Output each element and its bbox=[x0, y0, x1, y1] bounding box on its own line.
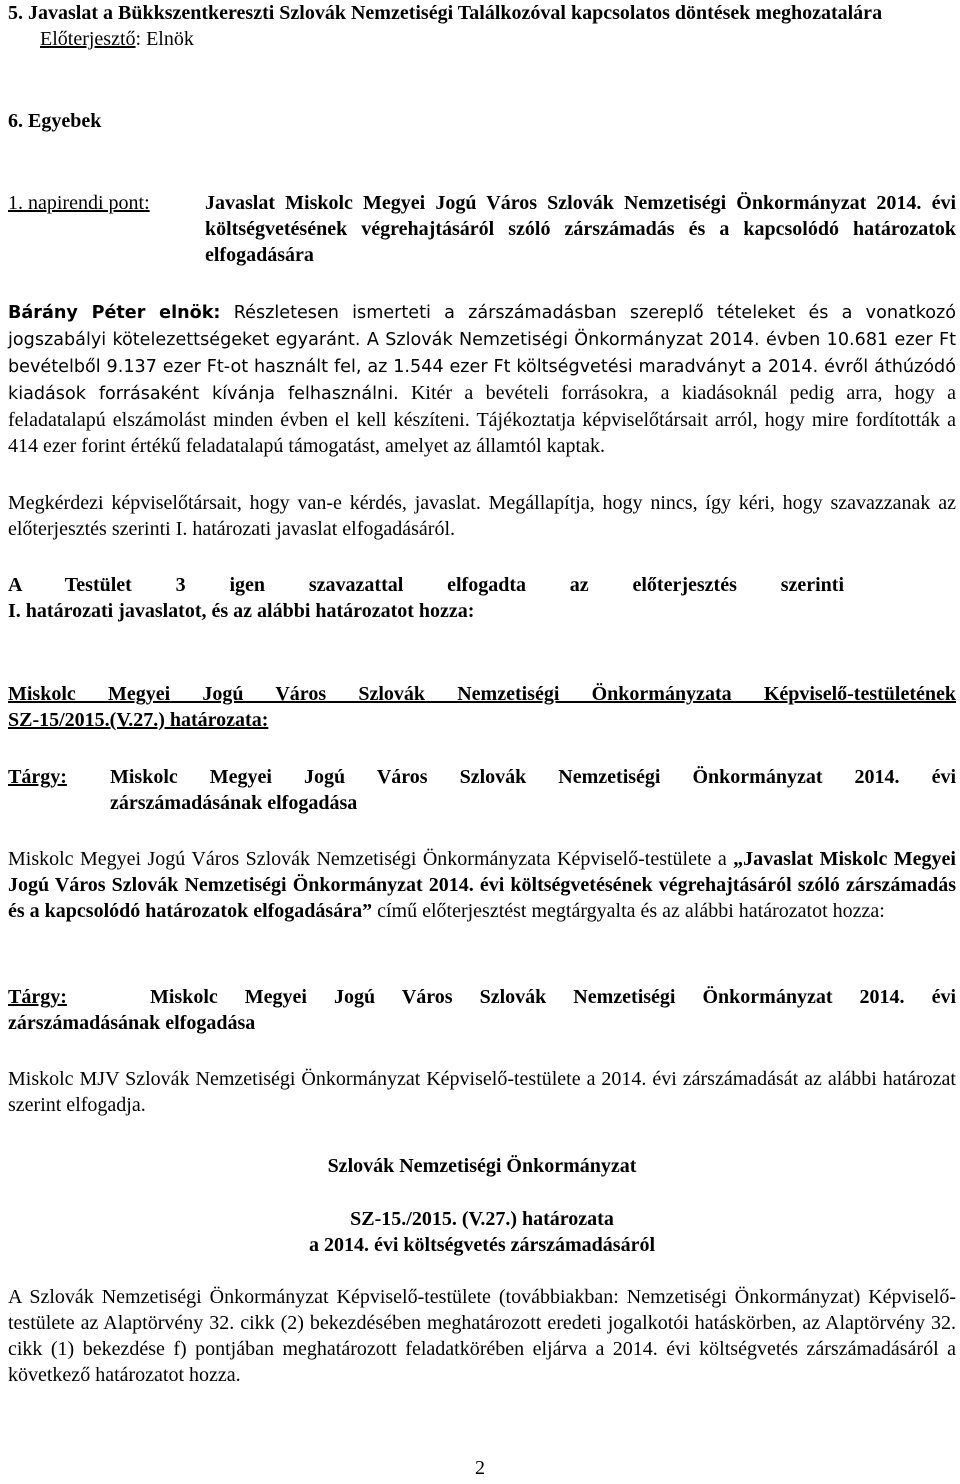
subject-text-2: Miskolc Megyei Jogú Város Szlovák Nemzetiségi Önkormányzat 2014. évi bbox=[150, 986, 956, 1008]
speaker-name: Bárány Péter elnök: bbox=[8, 303, 221, 323]
annex-subject: a 2014. évi költségvetés zárszámadásáról bbox=[308, 1234, 656, 1256]
agenda-item-5 bbox=[8, 0, 956, 52]
resolution-decision: Miskolc MJV Szlovák Nemzetiségi Önkormányzat Képviselő-testülete a 2014. évi zárszámadását az alábbi határozat szerint elfogadja. bbox=[8, 1068, 956, 1116]
presenter-label: Előterjesztő bbox=[40, 28, 136, 50]
annex-body: A Szlovák Nemzetiségi Önkormányzat Képviselő-testülete (továbbiakban: Nemzetiségi Önkormányzat) Képviselő-testülete az Alaptörvény 32. cikk (2) bekezdésében meghatározott eredeti jogalkotói hatáskörben, az Alaptörvény 32. cikk (1) bekezdése f) pontjában meghatározott feladatkörében eljárva a 2014. évi költségvetés zárszámadásáról a következő határozatot hozza. bbox=[8, 1286, 956, 1386]
resolution-heading bbox=[8, 681, 956, 733]
page-number: 2 bbox=[475, 1457, 485, 1479]
resolution-body-end: című előterjesztést megtárgyalta és az alábbi határozatot hozza: bbox=[372, 900, 885, 922]
discussion-paragraph-2: Megkérdezi képviselőtársait, hogy van-e kérdés, javaslat. Megállapítja, hogy nincs, így kéri, hogy szavazzanak az előterjesztés szerinti I. határozati javaslat elfogadásáról. bbox=[8, 492, 956, 540]
resolution-heading-line-1: Miskolc Megyei Jogú Város Szlovák Nemzetiségi Önkormányzata Képviselő-testületének bbox=[8, 683, 956, 705]
vote-line-1: A Testület 3 igen szavazattal elfogadta az előterjesztés szerinti bbox=[8, 574, 844, 596]
presenter-value: : Elnök bbox=[135, 28, 194, 50]
resolution-body bbox=[8, 846, 956, 924]
annex-org: Szlovák Nemzetiségi Önkormányzat bbox=[327, 1155, 637, 1177]
subject-label-1: Tárgy: bbox=[8, 766, 67, 788]
vote-line-2: I. határozati javaslatot, és az alábbi határozatot hozza: bbox=[8, 600, 475, 622]
resolution-body-intro: Miskolc Megyei Jogú Város Szlovák Nemzetiségi Önkormányzata Képviselő-testülete a bbox=[8, 848, 734, 870]
subject-text-1-cont: zárszámadásának elfogadása bbox=[110, 792, 358, 814]
agenda-point-label: 1. napirendi pont: bbox=[8, 192, 150, 214]
discussion-paragraph-1 bbox=[8, 299, 956, 459]
annex-number: SZ-15./2015. (V.27.) határozata bbox=[350, 1208, 614, 1230]
discussion-text-serif: Kitér a bevételi forrásokra, a kiadásoknál pedig arra, hogy a feladatalapú elszámolást minden évben el kell készíteni. Tájékoztatja képviselőtársait arról, hogy mire fordították a 414 ezer forint értékű feladatalapú támogatást, amelyet az államtól kaptak. bbox=[8, 382, 956, 457]
subject-block-1 bbox=[8, 764, 956, 816]
discussion-text-sans: Részletesen ismerteti a zárszámadásban szereplő tételeket és a vonatkozó jogszabályi kötelezettségeket egyaránt. A Szlovák Nemzetiségi Önkormányzat 2014. évben 10.681 ezer Ft bevételből 9.137 ezer Ft-ot használt fel, az 1.544 ezer Ft költségvetési maradványt a 2014. évről áthúzódó kiadások forrásaként kívánja felhasználni. bbox=[8, 303, 956, 404]
vote-result bbox=[8, 572, 956, 624]
agenda-item-6: 6. Egyebek bbox=[8, 110, 102, 132]
subject-block-2 bbox=[8, 984, 956, 1036]
subject-text-1: Miskolc Megyei Jogú Város Szlovák Nemzetiségi Önkormányzat 2014. évi bbox=[110, 766, 956, 788]
agenda-point-title: Javaslat Miskolc Megyei Jogú Város Szlovák Nemzetiségi Önkormányzat 2014. évi költségvetésének végrehajtásáról szóló zárszámadás és a kapcsolódó határozatok elfogadására bbox=[205, 192, 956, 266]
subject-text-2-cont: zárszámadásának elfogadása bbox=[8, 1012, 256, 1034]
resolution-body-title: „Javaslat Miskolc Megyei Jogú Város Szlovák Nemzetiségi Önkormányzat 2014. évi költségvetésének végrehajtásáról szóló zárszámadás és a kapcsolódó határozatok elfogadására” bbox=[8, 848, 956, 922]
subject-label-2: Tárgy: bbox=[8, 986, 67, 1008]
resolution-number: SZ-15/2015.(V.27.) határozata: bbox=[8, 709, 269, 731]
agenda-item-5-title: 5. Javaslat a Bükkszentkereszti Szlovák Nemzetiségi Találkozóval kapcsolatos döntések meghozatalára bbox=[8, 2, 883, 24]
